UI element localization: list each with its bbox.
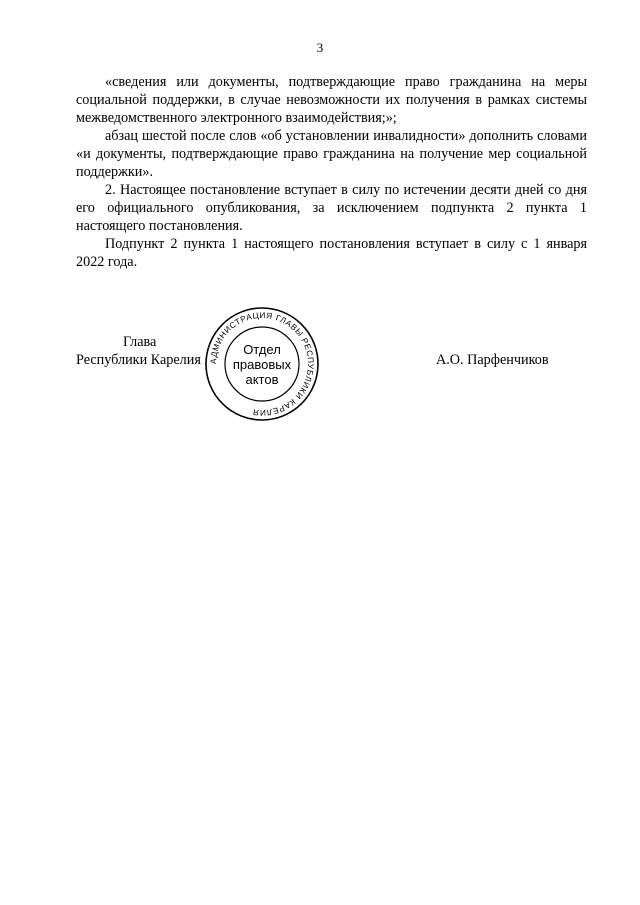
paragraph-effective-date: 2. Настоящее постановление вступает в силу по истечении десяти дней со дня его официального опубликования, за исключением подпункта 2 пункта 1 настоящего постановления.	[76, 182, 587, 234]
signatory-name: А.О. Парфенчиков	[436, 352, 549, 368]
stamp-center-line-3: актов	[245, 372, 279, 387]
paragraph-subpoint-effective: Подпункт 2 пункта 1 настоящего постановления вступает в силу с 1 января 2022 года.	[76, 236, 587, 270]
paragraph-sixth-abzac: абзац шестой после слов «об установлении инвалидности» дополнить словами «и документы, подтверждающие право гражданина на получение мер социальной поддержки».	[76, 128, 587, 180]
page-number: 3	[316, 40, 324, 55]
stamp-ring-text: АДМИНИСТРАЦИЯ ГЛАВЫ РЕСПУБЛИКИ КАРЕЛИЯ	[208, 310, 316, 418]
document-body	[76, 73, 587, 271]
signatory-title-republic: Республики Карелия	[76, 352, 201, 368]
stamp-center-line-2: правовых	[232, 357, 292, 372]
official-stamp	[203, 305, 321, 423]
signatory-title: Глава	[123, 334, 157, 350]
stamp-center-line-1: Отдел	[243, 342, 281, 357]
paragraph-amendment-text: «сведения или документы, подтверждающие право гражданина на меры социальной поддержки, в случае невозможности их получения в рамках системы межведомственного электронного взаимодействия;»;	[76, 74, 587, 126]
